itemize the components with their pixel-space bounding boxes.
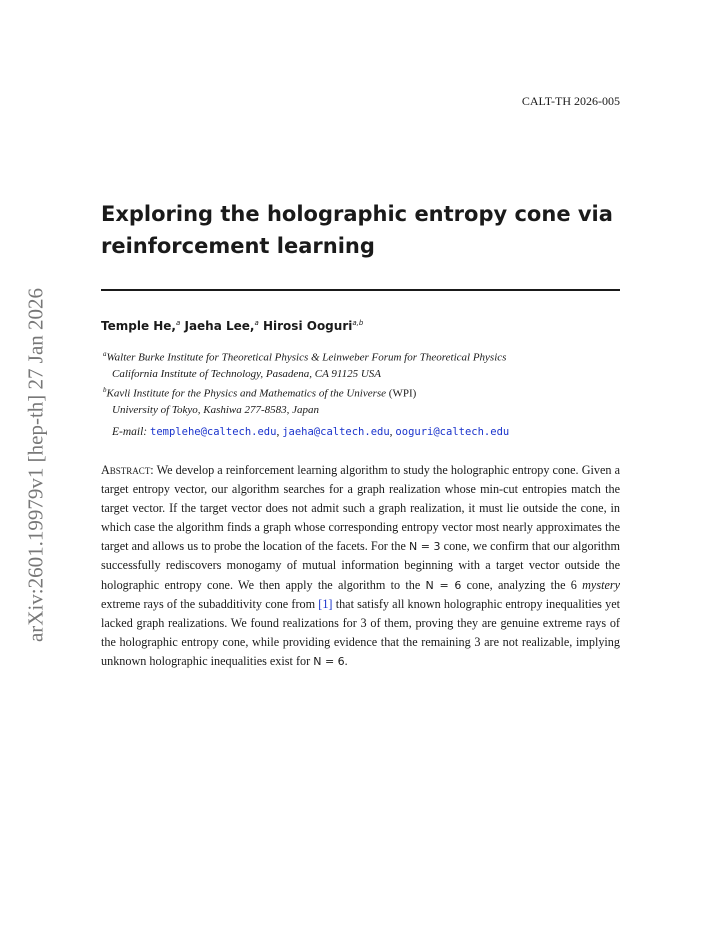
affiliation-a: $^a$Walter Burke Institute for Theoretical Physics & Leinweber Forum for Theoretical Physics California Institute of Technology, Pasadena, CA 91125 USA xyxy=(103,350,507,380)
email-label: E-mail: xyxy=(112,426,148,438)
author-name: Jaeha Lee, xyxy=(184,319,255,333)
report-number: CALT-TH 2026-005 xyxy=(521,94,620,108)
email-line: E-mail: templehe@caltech.edu, jaeha@caltech.edu, ooguri@caltech.edu xyxy=(112,426,510,438)
abstract-heading: Abstract: xyxy=(101,463,154,477)
author-affiliation-mark: a xyxy=(176,319,181,327)
author-name: Hirosi Ooguri xyxy=(262,319,353,333)
affiliation-b: $^b$Kavli Institute for the Physics and Mathematics of the Universe (WPI) University of Tokyo, Kashiwa 277-8583, Japan xyxy=(103,386,417,416)
author-name: Temple He, xyxy=(101,319,176,333)
citation-link[interactable]: [1] xyxy=(318,596,333,611)
abstract: Abstract: We develop a reinforcement learning algorithm to study the holographic entropy cone. Given a target entropy vector, our algorithm searches for a graph realization whose min-cut entropies match the target vector. If the target vector does not admit such a graph realization, it must lie outside the cone, in which case the algorithm finds a graph whose corresponding entropy vector most nearly approximates the target and allows us to probe the location of the facets. For the N = 3 cone, we confirm that our algorithm successfully rediscovers monogamy of mutual information beginning with a target vector outside the holographic entropy cone. We then apply the algorithm to the N = 6 cone, analyzing the 6 mystery extreme rays of the subadditivity cone from [1] that satisfy all known holographic entropy inequalities yet lacked graph realizations. We found realizations for 3 of them, proving they are genuine extreme rays of the holographic entropy cone, while providing evidence that the remaining 3 are not realizable, implying unknown holographic inequalities exist for N = 6. xyxy=(101,463,621,668)
title-rule xyxy=(101,289,620,291)
author-affiliation-mark: a xyxy=(254,319,259,327)
email-link[interactable]: ooguri@caltech.edu xyxy=(395,426,510,438)
email-link[interactable]: templehe@caltech.edu xyxy=(150,426,277,438)
author-affiliation-mark: a,b xyxy=(352,319,364,327)
arxiv-identifier: arXiv:2601.19979v1 [hep-th] 27 Jan 2026 xyxy=(23,287,48,643)
email-link[interactable]: jaeha@caltech.edu xyxy=(282,426,390,438)
paper-title: Exploring the holographic entropy cone via reinforcement learning xyxy=(101,202,613,258)
author-list xyxy=(101,319,363,333)
